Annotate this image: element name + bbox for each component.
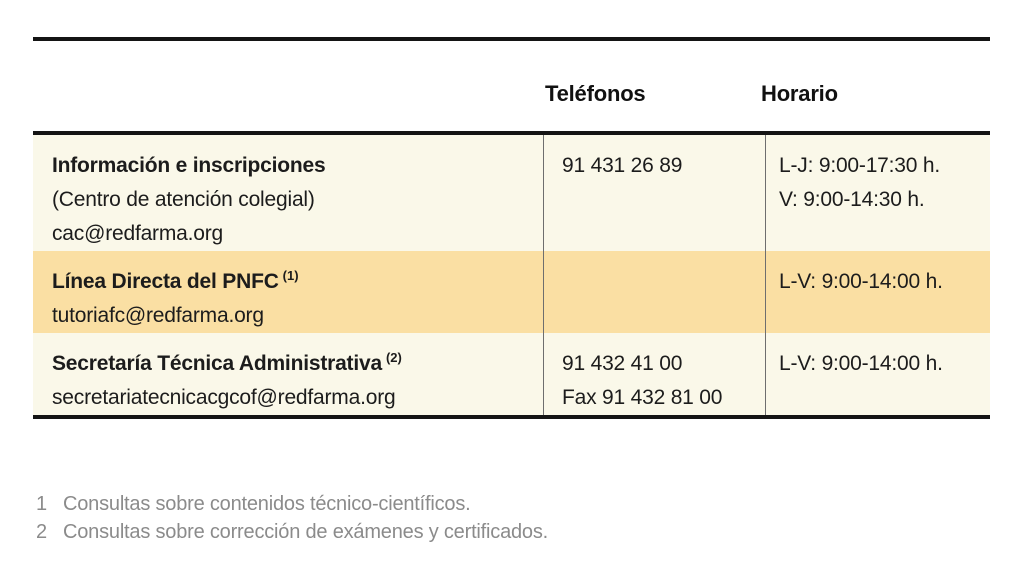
column-header-telefonos: Teléfonos [545, 81, 646, 106]
footnote-marker: (2) [385, 350, 402, 365]
schedule-line: L-V: 9:00-14:00 h. [779, 352, 943, 375]
service-email: secretariatecnicacgcof@redfarma.org [52, 386, 396, 409]
phone-number: 91 431 26 89 [562, 154, 683, 177]
table-row-info-service-cell [33, 135, 543, 251]
table-row-pnfc-schedule-cell [765, 251, 990, 333]
table-body [33, 135, 990, 415]
table-header-row [33, 41, 990, 131]
table-row-pnfc-phone-cell [543, 251, 765, 333]
footnote-text: Consultas sobre corrección de exámenes y certificados. [63, 521, 548, 543]
footnote-number: 2 [36, 521, 47, 543]
footnote-1 [36, 490, 548, 518]
service-email: tutoriafc@redfarma.org [52, 304, 264, 327]
fax-number: Fax 91 432 81 00 [562, 386, 723, 409]
table-row-info-phone-cell [543, 135, 765, 251]
contact-table [33, 37, 990, 419]
table-row-pnfc-service-cell [33, 251, 543, 333]
footnote-marker: (1) [282, 268, 299, 283]
phone-number: 91 432 41 00 [562, 352, 683, 375]
footnote-text: Consultas sobre contenidos técnico-científicos. [63, 493, 471, 515]
service-title: Información e inscripciones [52, 154, 326, 177]
footnote-2 [36, 518, 548, 546]
table-row-info-schedule-cell [765, 135, 990, 251]
service-subtitle: (Centro de atención colegial) [52, 188, 315, 211]
table-row-secretaria-phone-cell [543, 333, 765, 415]
service-title: Línea Directa del PNFC [52, 270, 279, 293]
footnotes [36, 490, 548, 546]
table-bottom-rule [33, 415, 990, 419]
schedule-line: L-J: 9:00-17:30 h. [779, 154, 941, 177]
service-title: Secretaría Técnica Administrativa [52, 352, 382, 375]
service-email: cac@redfarma.org [52, 222, 224, 245]
footnote-number: 1 [36, 493, 47, 515]
service-title-line [52, 265, 531, 299]
schedule-line: L-V: 9:00-14:00 h. [779, 270, 943, 293]
table-row-secretaria-schedule-cell [765, 333, 990, 415]
schedule-line: V: 9:00-14:30 h. [779, 188, 925, 211]
table-row-secretaria-service-cell [33, 333, 543, 415]
column-header-horario: Horario [761, 81, 838, 106]
service-title-line [52, 347, 531, 381]
